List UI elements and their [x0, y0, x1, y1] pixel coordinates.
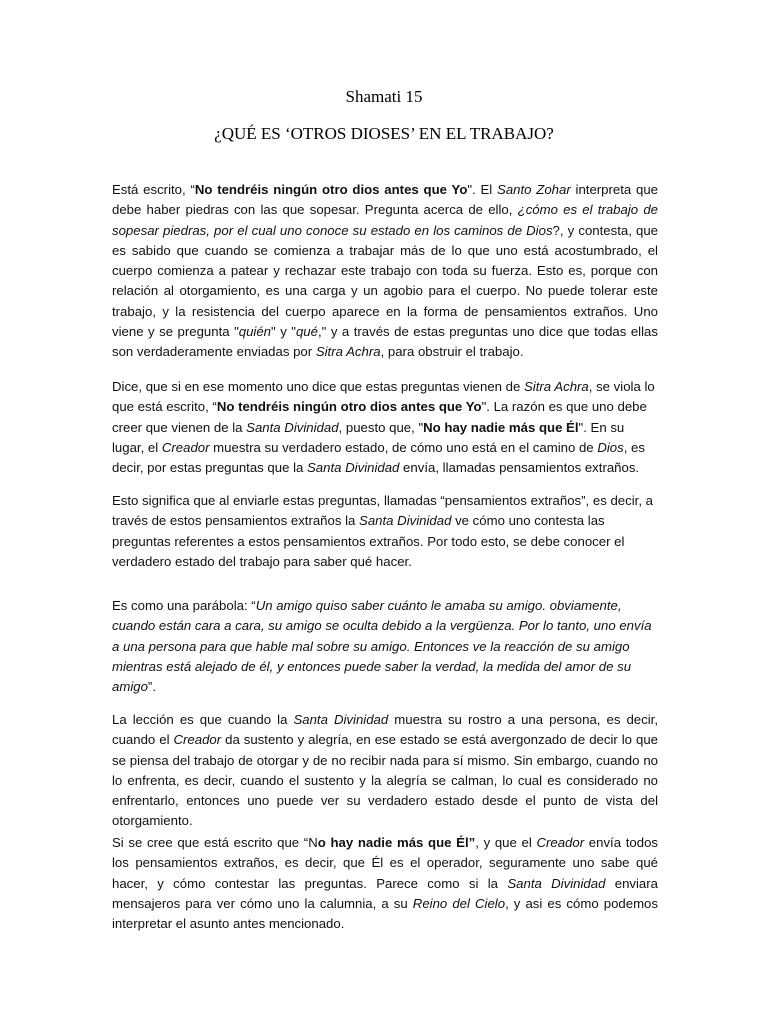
- italic-run: Santa Divinidad: [359, 513, 452, 529]
- paragraph-3: [112, 491, 658, 572]
- italic-run: Santa Divinidad: [507, 875, 606, 891]
- text-run: envía todos los pensamientos extraños, es decir, que Él es el operador, seguramente uno sabe qué hacer, y cómo contestar las preguntas. Parece como si la: [112, 835, 658, 891]
- text-run: ". El: [467, 182, 498, 197]
- text-run: Dice, que si en ese momento uno dice que estas preguntas vienen de: [112, 379, 525, 394]
- paragraph-5: [112, 710, 658, 832]
- text-run: , y asi es cómo podemos interpretar el asunto antes mencionado.: [112, 895, 658, 932]
- text-run: " y ": [271, 324, 296, 340]
- document-series-heading: Shamati 15: [345, 87, 423, 106]
- italic-run: Creador: [536, 835, 585, 850]
- bold-run: o hay nadie más que Él”: [317, 835, 476, 850]
- italic-run: Santa Divinidad: [246, 419, 339, 435]
- italic-run: Dios: [597, 439, 624, 455]
- bold-run: No tendréis ningún otro dios antes que Yo: [194, 182, 468, 197]
- text-run: Esto significa que al enviarle estas preguntas, llamadas “pensamientos extraños”, es decir, a través de estos pensamientos extraños la: [112, 493, 653, 529]
- document-title: ¿QUÉ ES ‘OTROS DIOSES’ EN EL TRABAJO?: [214, 124, 554, 143]
- paragraph-2: [112, 377, 658, 478]
- text-run: , para obstruir el trabajo.: [380, 344, 524, 360]
- text-run: , y que el: [475, 835, 537, 850]
- text-run: muestra su verdadero estado, de cómo uno está en el camino de: [209, 439, 598, 455]
- text-run: , se viola lo que está escrito, “: [112, 379, 655, 415]
- text-run: ”.: [147, 679, 156, 695]
- italic-run: qué: [295, 324, 318, 340]
- italic-run: Sitra Achra: [524, 379, 589, 394]
- italic-run: Creador: [173, 732, 222, 748]
- text-run: Está escrito, “: [112, 182, 195, 197]
- text-run: Es como una parábola: “: [112, 598, 256, 613]
- paragraph-4: [112, 596, 658, 697]
- text-run: da sustento y alegría, en ese estado se está avergonzado de decir lo que se piensa del trabajo de otorgar y de no recibir nada para sí mismo. Sin embargo, cuando no lo enfrenta, es decir, cuando el sustento y la alegría se calman, lo cual es considerado no enfrentarlo, entonces uno puede ver su verdadero estado desde el punto de vista del otorgamiento.: [112, 732, 658, 829]
- text-run: envía, llamadas pensamientos extraños.: [399, 460, 640, 476]
- paragraph-1: [112, 180, 658, 363]
- italic-run: Reino del Cielo: [412, 895, 506, 911]
- text-run: ?, y contesta, que es sabido que cuando se comienza a trabajar más de lo que uno está acostumbrado, el cuerpo comienza a patear y rechazar este trabajo con toda su fuerza. Esto es, porque con relación al otorgamiento, es una carga y un agobio para el cuerpo. No puede tolerar este trabajo, y la resistencia del cuerpo aparece en la forma de pensamientos extraños. Uno viene y se pregunta ": [112, 222, 658, 340]
- italic-run: ¿cómo es el trabajo de sopesar piedras, por el cual uno conoce su estado en los caminos de Dios: [112, 202, 658, 238]
- italic-run: Un amigo quiso saber cuánto le amaba su amigo. obviamente, cuando están cara a cara, su amigo se oculta debido a la vergüenza. Por lo tanto, uno envía a una persona para que hable mal sobre su amigo. Entonces ve la reacción de su amigo mientras está alejado de él, y entonces puede saber la verdad, la medida del amor de su amigo: [112, 598, 652, 695]
- italic-run: Santa Divinidad: [307, 460, 400, 476]
- text-run: Si se cree que está escrito que “N: [112, 835, 318, 850]
- bold-run: No hay nadie más que Él: [423, 419, 579, 435]
- italic-run: Sitra Achra: [315, 344, 381, 360]
- italic-run: Santa Divinidad: [293, 712, 389, 727]
- text-run: enviara mensajeros para ver cómo uno la calumnia, a su: [112, 875, 658, 911]
- text-run: La lección es que cuando la: [112, 712, 294, 727]
- text-run: ve cómo uno contesta las preguntas referentes a estos pensamientos extraños. Por todo esto, se debe conocer el verdadero estado del trabajo para saber qué hacer.: [112, 513, 625, 569]
- text-run: interpreta que debe haber piedras con las que sopesar. Pregunta acerca de ello,: [112, 182, 659, 218]
- text-run: ," y a través de estas preguntas uno dice que todas ellas son verdaderamente enviadas por: [112, 324, 658, 360]
- text-run: muestra su rostro a una persona, es decir, cuando el: [112, 712, 658, 748]
- italic-run: Santo Zohar: [497, 182, 571, 197]
- text-run: , es decir, por estas preguntas que la: [112, 439, 645, 476]
- italic-run: quién: [238, 324, 272, 340]
- italic-run: Creador: [161, 439, 210, 455]
- bold-run: No tendréis ningún otro dios antes que Yo: [216, 399, 482, 415]
- paragraph-6: [112, 833, 658, 934]
- text-run: ". La razón es que uno debe creer que vienen de la: [112, 399, 647, 435]
- text-run: ". En su lugar, el: [112, 419, 625, 455]
- text-run: , puesto que, ": [338, 419, 424, 435]
